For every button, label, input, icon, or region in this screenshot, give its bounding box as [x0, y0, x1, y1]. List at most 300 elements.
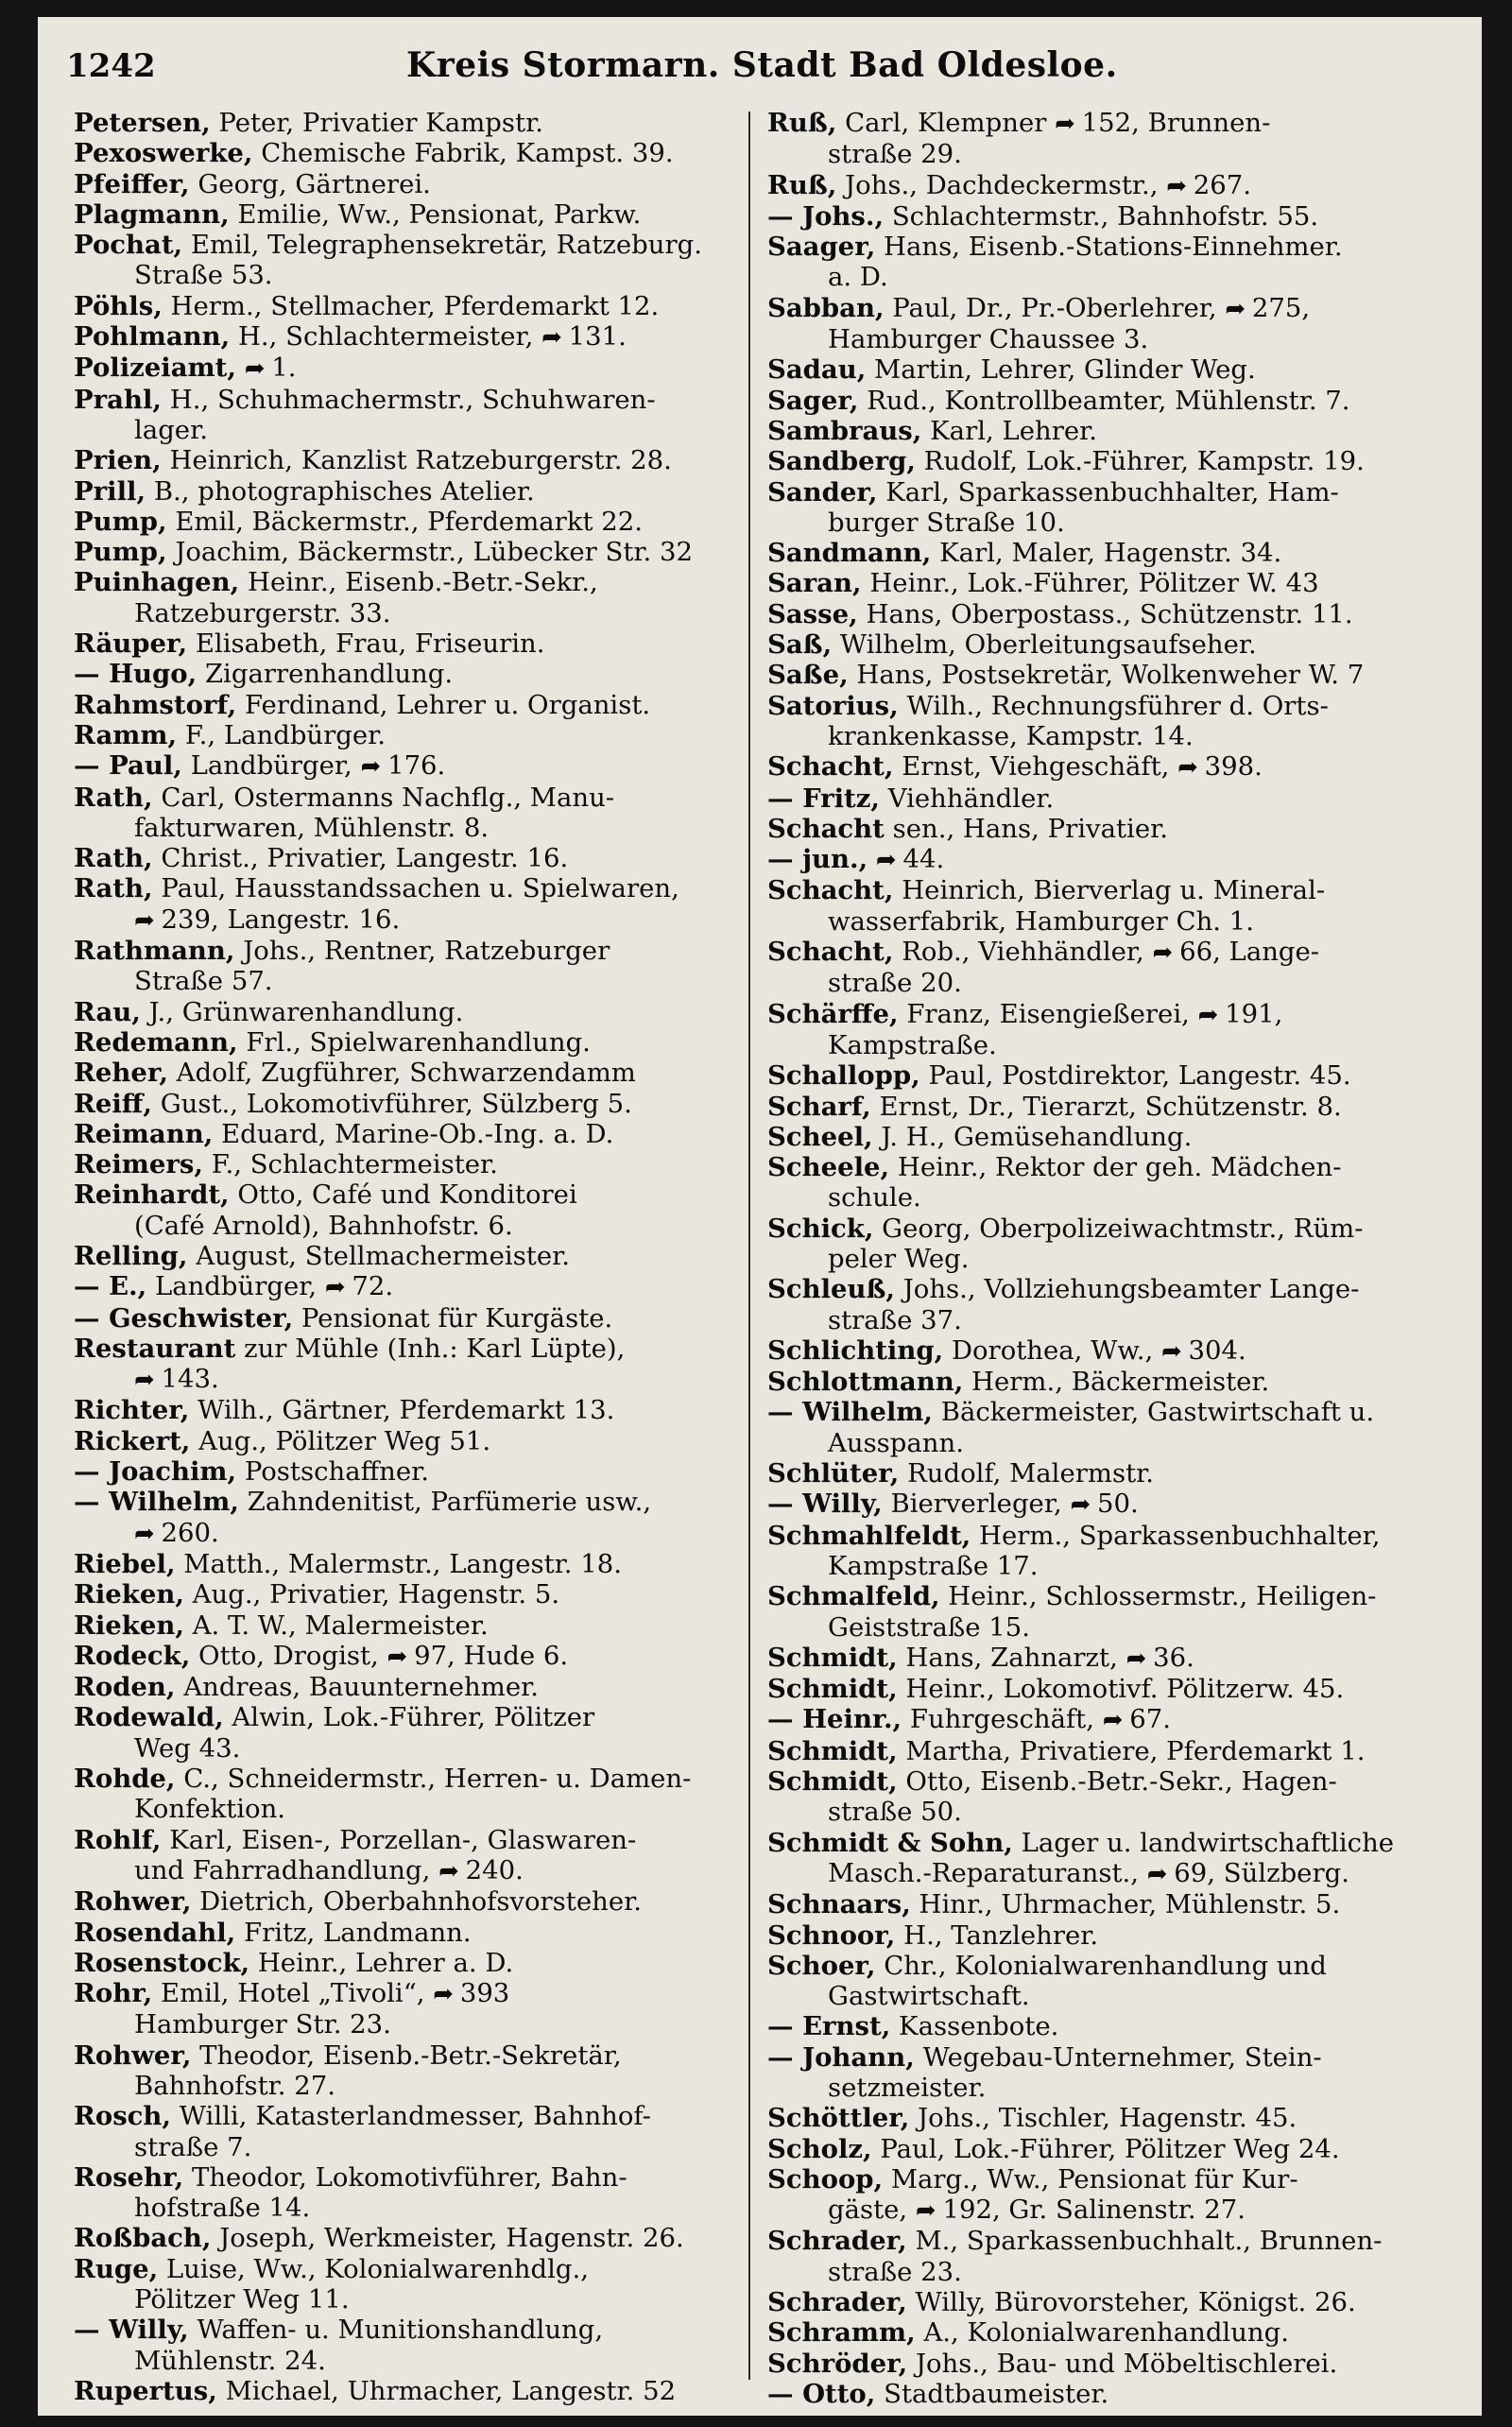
- entry-text: straße 37.: [828, 1304, 962, 1335]
- entry-text: Heinr., Eisenb.-Betr.-Sekr.,: [247, 567, 598, 598]
- entry-text: Kampstraße 17.: [828, 1550, 1039, 1581]
- entry-name: Sander,: [767, 476, 878, 508]
- entry-name: — jun.,: [767, 844, 868, 875]
- entry-continuation: [767, 1797, 1448, 1827]
- entry-name: Ruß,: [767, 169, 837, 200]
- entry-text: straße 29.: [828, 139, 962, 170]
- entry-name: — Willy,: [74, 2315, 189, 2346]
- directory-entry: [767, 2317, 1448, 2348]
- entry-name: Puinhagen,: [74, 567, 240, 598]
- directory-entry: [767, 1397, 1448, 1427]
- entry-text: Herm., Sparkassenbuchhalter,: [978, 1520, 1381, 1551]
- entry-name: Reimann,: [74, 1118, 214, 1149]
- phone-number: 1.: [263, 353, 297, 384]
- entry-text: Willy, Bürovorsteher, Königst. 26.: [915, 2287, 1356, 2318]
- phone-number: 69, Sülzberg.: [1165, 1857, 1349, 1888]
- entry-name: — Otto,: [767, 2378, 876, 2409]
- directory-entry: [767, 1828, 1448, 1858]
- entry-text: Landbürger,: [154, 1271, 325, 1302]
- entry-text: zur Mühle (Inh.: Karl Lüpte),: [244, 1333, 626, 1364]
- entry-text: Johs., Vollziehungsbeamter Lange-: [902, 1274, 1360, 1305]
- entry-name: Polizeiamt,: [74, 353, 236, 384]
- directory-entry: [767, 691, 1448, 721]
- entry-text: C., Schneidermstr., Herren- u. Damen-: [183, 1764, 692, 1795]
- entry-name: Rau,: [74, 996, 141, 1027]
- entry-text: Heinr., Schlossermstr., Heiligen-: [948, 1581, 1377, 1612]
- directory-entry: [74, 1179, 754, 1210]
- entry-text: Karl, Maler, Hagenstr. 34.: [939, 538, 1282, 569]
- directory-entry: [767, 937, 1448, 968]
- directory-entry: [74, 1549, 754, 1579]
- entry-text: Zigarrenhandlung.: [204, 659, 454, 690]
- entry-text: schule.: [828, 1182, 921, 1214]
- entry-name: Pohlmann,: [74, 321, 231, 353]
- entry-name: Schlüter,: [767, 1458, 900, 1489]
- entry-text: F., Landbürger.: [184, 719, 387, 750]
- telephone-hand-icon: ➦: [1055, 110, 1074, 138]
- entry-name: Schärffe,: [767, 998, 899, 1029]
- entry-text: Straße 53.: [134, 260, 273, 291]
- entry-continuation: [74, 1733, 754, 1764]
- entry-name: Rupertus,: [74, 2375, 217, 2406]
- directory-entry: [74, 353, 754, 384]
- entry-continuation: [767, 2257, 1448, 2287]
- entry-name: Rosch,: [74, 2101, 171, 2132]
- entry-text: gäste,: [828, 2195, 916, 2226]
- directory-entry: [767, 386, 1448, 416]
- entry-text: Matth., Malermstr., Langestr. 18.: [183, 1548, 622, 1579]
- directory-entry: [74, 108, 754, 138]
- left-column: [74, 108, 754, 2406]
- entry-continuation: [767, 968, 1448, 998]
- page-number: 1242: [66, 47, 156, 85]
- phone-number: 304.: [1179, 1334, 1246, 1366]
- telephone-hand-icon: ➦: [915, 2196, 935, 2226]
- entry-name: Schacht,: [767, 751, 894, 783]
- entry-name: Schacht,: [767, 875, 894, 906]
- entry-text: Landbürger,: [190, 750, 361, 782]
- directory-entry: [74, 567, 754, 597]
- phone-number: 72.: [343, 1271, 394, 1302]
- entry-text: Otto, Eisenb.-Betr.-Sekr., Hagen-: [905, 1766, 1337, 1798]
- entry-text: Hans, Eisenb.-Stations-Einnehmer.: [884, 232, 1343, 263]
- directory-entry: [767, 2103, 1448, 2133]
- entry-text: Karl, Sparkassenbuchhalter, Ham-: [885, 476, 1339, 508]
- entry-text: Straße 57.: [134, 966, 273, 997]
- entry-name: Scheele,: [767, 1152, 890, 1183]
- entry-name: Rieken,: [74, 1609, 184, 1641]
- telephone-hand-icon: ➦: [438, 1856, 457, 1885]
- entry-text: peler Weg.: [828, 1243, 970, 1274]
- entry-name: Schacht: [767, 813, 885, 844]
- entry-text: Ratzeburgerstr. 33.: [134, 597, 391, 628]
- entry-continuation: [767, 139, 1448, 169]
- entry-text: Otto, Drogist,: [198, 1640, 387, 1671]
- entry-name: Relling,: [74, 1240, 188, 1271]
- entry-text: Fuhrgeschäft,: [909, 1704, 1103, 1735]
- directory-entry: [74, 997, 754, 1027]
- entry-text: Johs., Rentner, Ratzeburger: [243, 936, 610, 967]
- entry-name: Räuper,: [74, 628, 188, 660]
- entry-name: Sadau,: [767, 354, 867, 386]
- entry-name: Schlottmann,: [767, 1367, 964, 1398]
- telephone-hand-icon: ➦: [1160, 1336, 1180, 1366]
- entry-text: Ausspann.: [828, 1427, 964, 1458]
- directory-entry: [767, 1674, 1448, 1704]
- entry-text: Herm., Stellmacher, Pferdemarkt 12.: [170, 290, 660, 321]
- entry-name: Schacht,: [767, 937, 894, 968]
- entry-text: Bäckermeister, Gastwirtschaft u.: [940, 1397, 1375, 1428]
- entry-text: Heinrich, Bierverlag u. Mineral-: [902, 875, 1326, 906]
- entry-text: Luise, Ww., Kolonialwarenhdlg.,: [165, 2253, 589, 2284]
- telephone-hand-icon: ➦: [1225, 294, 1245, 323]
- directory-entry: [74, 1886, 754, 1917]
- entry-text: Martin, Lehrer, Glinder Weg.: [874, 354, 1256, 386]
- entry-text: Wegebau-Unternehmer, Stein-: [922, 2041, 1322, 2073]
- entry-continuation: [767, 1612, 1448, 1643]
- entry-text: Eduard, Marine-Ob.-Ing. a. D.: [221, 1118, 614, 1149]
- entry-text: Schlachtermstr., Bahnhofstr. 55.: [891, 200, 1319, 232]
- entry-text: und Fahrradhandlung,: [134, 1854, 439, 1885]
- entry-text: Joachim, Bäckermstr., Lübecker Str. 32: [175, 537, 694, 568]
- directory-entry: [767, 2042, 1448, 2073]
- directory-entry: [74, 2101, 754, 2131]
- phone-number: 192, Gr. Salinenstr. 27.: [934, 2195, 1246, 2226]
- phone-number: 176.: [379, 750, 446, 782]
- phone-number: 267.: [1185, 169, 1251, 200]
- entry-text: krankenkasse, Kampstr. 14.: [828, 720, 1194, 751]
- directory-entry: [74, 1948, 754, 1978]
- directory-entry: [74, 1334, 754, 1364]
- entry-name: Schallopp,: [767, 1060, 920, 1092]
- telephone-hand-icon: ➦: [134, 905, 153, 935]
- directory-entry: [74, 843, 754, 873]
- entry-name: Schmalfeld,: [767, 1581, 940, 1612]
- entry-text: A. T. W., Malermeister.: [192, 1609, 489, 1641]
- phone-number: 398.: [1195, 751, 1263, 783]
- entry-text: Dietrich, Oberbahnhofsvorsteher.: [199, 1886, 642, 1918]
- directory-entry: [74, 138, 754, 168]
- entry-continuation: [74, 813, 754, 843]
- entry-name: Rodewald,: [74, 1702, 224, 1733]
- entry-name: — Paul,: [74, 750, 182, 782]
- entry-name: Rieken,: [74, 1579, 184, 1610]
- entry-name: Sabban,: [767, 292, 885, 323]
- entry-text: Hans, Zahnarzt,: [905, 1642, 1126, 1673]
- phone-number: 143.: [152, 1364, 219, 1395]
- entry-name: Richter,: [74, 1395, 190, 1426]
- entry-text: Rob., Viehhändler,: [902, 937, 1153, 968]
- directory-entry: [767, 446, 1448, 476]
- entry-name: Rath,: [74, 873, 153, 904]
- entry-name: Scholz,: [767, 2133, 872, 2164]
- entry-name: Prahl,: [74, 384, 163, 415]
- entry-name: — E.,: [74, 1271, 147, 1302]
- entry-name: Sager,: [767, 385, 859, 416]
- directory-entry: [767, 354, 1448, 385]
- entry-text: a. D.: [828, 262, 888, 293]
- entry-text: sen., Hans, Privatier.: [892, 813, 1168, 844]
- entry-text: Hinr., Uhrmacher, Mühlenstr. 5.: [919, 1889, 1341, 1920]
- directory-entry: [74, 2315, 754, 2345]
- entry-name: Schnoor,: [767, 1919, 896, 1951]
- entry-name: Schlichting,: [767, 1334, 944, 1366]
- entry-continuation: [74, 1364, 754, 1395]
- entry-name: Roden,: [74, 1672, 176, 1703]
- column-divider: [748, 112, 750, 2380]
- directory-entry: [767, 2134, 1448, 2164]
- entry-name: Rickert,: [74, 1425, 191, 1456]
- directory-entry: [74, 659, 754, 689]
- directory-entry: [74, 1918, 754, 1948]
- directory-entry: [74, 750, 754, 782]
- entry-text: Fritz, Landmann.: [243, 1917, 472, 1948]
- phone-number: 66, Lange-: [1171, 937, 1320, 968]
- entry-name: Pump,: [74, 537, 167, 568]
- entry-name: Saße,: [767, 660, 849, 691]
- entry-name: Reiff,: [74, 1088, 152, 1119]
- entry-text: Pensionat für Kurgäste.: [301, 1302, 613, 1334]
- entry-name: Prien,: [74, 445, 162, 476]
- entry-text: Ferdinand, Lehrer u. Organist.: [244, 689, 651, 720]
- entry-text: Lager u. landwirtschaftliche: [1021, 1827, 1395, 1858]
- entry-name: Schmidt,: [767, 1766, 898, 1798]
- entry-continuation: [74, 2284, 754, 2315]
- entry-name: Riebel,: [74, 1548, 176, 1579]
- entry-name: Sambraus,: [767, 415, 922, 446]
- entry-text: M., Sparkassenbuchhalt., Brunnen-: [915, 2226, 1383, 2257]
- phone-number: 131.: [559, 321, 627, 353]
- telephone-hand-icon: ➦: [134, 1366, 153, 1395]
- entry-name: Rath,: [74, 843, 153, 874]
- entry-text: Chr., Kolonialwarenhandlung und: [884, 1950, 1327, 1981]
- entry-name: — Wilhelm,: [767, 1397, 933, 1428]
- telephone-hand-icon: ➦: [541, 323, 560, 353]
- entry-name: Prill,: [74, 475, 146, 507]
- entry-name: Schoop,: [767, 2163, 884, 2195]
- entry-text: Weg 43.: [134, 1732, 241, 1764]
- directory-page: [38, 17, 1482, 2416]
- entry-continuation: [767, 721, 1448, 751]
- directory-entry: [74, 1149, 754, 1179]
- directory-entry: [767, 999, 1448, 1030]
- phone-number: 67.: [1121, 1704, 1172, 1735]
- entry-name: Pump,: [74, 506, 167, 537]
- directory-entry: [74, 1672, 754, 1702]
- entry-name: Rosehr,: [74, 2161, 184, 2193]
- entry-name: Sasse,: [767, 598, 858, 629]
- directory-entry: [767, 1643, 1448, 1674]
- entry-name: Rosendahl,: [74, 1917, 236, 1948]
- entry-continuation: [767, 1244, 1448, 1274]
- entry-text: Gust., Lokomotivführer, Sülzberg 5.: [160, 1088, 632, 1119]
- entry-name: — Joachim,: [74, 1456, 237, 1488]
- entry-name: — Fritz,: [767, 783, 880, 814]
- entry-text: Waffen- u. Munitionshandlung,: [197, 2315, 604, 2346]
- entry-name: Rahmstorf,: [74, 689, 237, 720]
- entry-name: Ruß,: [767, 108, 837, 138]
- entry-name: Reimers,: [74, 1149, 203, 1180]
- directory-entry: [74, 1456, 754, 1487]
- entry-text: Dorothea, Ww.,: [951, 1334, 1161, 1366]
- entry-name: — Johs.,: [767, 200, 885, 232]
- entry-text: Theodor, Eisenb.-Betr.-Sekretär,: [199, 2040, 622, 2071]
- entry-name: Scheel,: [767, 1121, 873, 1152]
- entry-continuation: [74, 598, 754, 628]
- telephone-hand-icon: ➦: [1102, 1706, 1122, 1735]
- entry-text: Johs., Bau- und Möbeltischlerei.: [915, 2348, 1338, 2379]
- entry-name: Pochat,: [74, 230, 183, 261]
- entry-name: — Johann,: [767, 2041, 915, 2073]
- directory-entry: [767, 2349, 1448, 2379]
- entry-text: setzmeister.: [828, 2073, 987, 2103]
- directory-entry: [74, 291, 754, 321]
- entry-text: August, Stellmachermeister.: [196, 1240, 570, 1271]
- directory-entry: [767, 1335, 1448, 1367]
- telephone-hand-icon: ➦: [1177, 753, 1196, 783]
- directory-entry: [74, 385, 754, 415]
- entry-name: — Heinr.,: [767, 1704, 902, 1735]
- telephone-hand-icon: ➦: [1197, 1000, 1217, 1029]
- entry-text: straße 23.: [828, 2256, 962, 2287]
- telephone-hand-icon: ➦: [433, 1980, 453, 2009]
- entry-name: Pexoswerke,: [74, 138, 253, 169]
- entry-name: Rosenstock,: [74, 1947, 250, 1978]
- entry-continuation: [767, 1981, 1448, 2011]
- entry-name: Roßbach,: [74, 2223, 212, 2254]
- entry-text: H., Schlachtermeister,: [237, 321, 542, 353]
- entry-text: Ernst, Dr., Tierarzt, Schützenstr. 8.: [879, 1091, 1342, 1122]
- phone-number: 191,: [1216, 998, 1283, 1029]
- phone-number: 97, Hude 6.: [405, 1640, 569, 1671]
- entry-name: — Ernst,: [767, 2011, 891, 2042]
- entry-text: Theodor, Lokomotivführer, Bahn-: [191, 2161, 627, 2193]
- directory-entry: [74, 507, 754, 537]
- entry-text: Stadtbaumeister.: [884, 2378, 1109, 2409]
- entry-text: Marg., Ww., Pensionat für Kur-: [890, 2163, 1298, 2195]
- directory-entry: [74, 1271, 754, 1302]
- entry-name: Saager,: [767, 232, 876, 263]
- directory-entry: [767, 2164, 1448, 2195]
- entry-name: — Hugo,: [74, 659, 198, 690]
- entry-continuation: [767, 262, 1448, 292]
- phone-number: 393: [452, 1978, 510, 2009]
- directory-entry: [767, 1060, 1448, 1091]
- right-column: [767, 108, 1448, 2409]
- directory-entry: [767, 875, 1448, 905]
- entry-continuation: [767, 1305, 1448, 1335]
- directory-entry: [767, 293, 1448, 324]
- entry-continuation: [767, 2195, 1448, 2226]
- entry-text: Karl, Eisen-, Porzellan-, Glaswaren-: [169, 1824, 637, 1855]
- entry-text: Frl., Spielwarenhandlung.: [246, 1026, 591, 1058]
- entry-name: Schmahlfeldt,: [767, 1520, 971, 1551]
- entry-name: Reinhardt,: [74, 1179, 230, 1211]
- directory-entry: [74, 2376, 754, 2406]
- entry-name: Restaurant: [74, 1333, 236, 1364]
- entry-text: burger Straße 10.: [828, 507, 1065, 538]
- entry-text: Wilhelm, Oberleitungsaufseher.: [839, 629, 1257, 661]
- directory-entry: [767, 629, 1448, 660]
- directory-entry: [74, 169, 754, 199]
- directory-entry: [767, 1367, 1448, 1397]
- entry-text: Emil, Hotel „Tivoli“,: [161, 1978, 434, 2009]
- directory-entry: [767, 2226, 1448, 2256]
- directory-entry: [767, 108, 1448, 139]
- directory-entry: [767, 814, 1448, 844]
- entry-text: Mühlenstr. 24.: [134, 2345, 326, 2376]
- directory-entry: [74, 1303, 754, 1334]
- entry-continuation: [74, 1518, 754, 1549]
- entry-text: Konfektion.: [134, 1794, 286, 1825]
- entry-name: Rodeck,: [74, 1640, 191, 1671]
- directory-entry: [767, 170, 1448, 201]
- entry-continuation: [767, 1551, 1448, 1581]
- entry-name: Redemann,: [74, 1026, 238, 1058]
- entry-text: J., Grünwarenhandlung.: [148, 996, 464, 1027]
- directory-entry: [74, 199, 754, 230]
- directory-entry: [74, 873, 754, 904]
- entry-text: H., Schuhmachermstr., Schuhwaren-: [169, 384, 656, 415]
- entry-name: Schick,: [767, 1213, 874, 1244]
- entry-text: Chemische Fabrik, Kampst. 39.: [261, 138, 674, 169]
- entry-text: Karl, Lehrer.: [930, 415, 1098, 446]
- directory-entry: [74, 1487, 754, 1517]
- entry-text: Paul, Dr., Pr.-Oberlehrer,: [892, 292, 1226, 323]
- directory-entry: [767, 1581, 1448, 1611]
- entry-text: Heinrich, Kanzlist Ratzeburgerstr. 28.: [169, 445, 672, 476]
- entry-text: hofstraße 14.: [134, 2193, 311, 2224]
- entry-continuation: [767, 2073, 1448, 2103]
- phone-number: 50.: [1089, 1489, 1139, 1520]
- directory-entry: [74, 1241, 754, 1271]
- entry-name: Rohwer,: [74, 2040, 192, 2071]
- entry-text: Rudolf, Lok.-Führer, Kampstr. 19.: [923, 446, 1365, 477]
- entry-name: Ramm,: [74, 719, 178, 750]
- entry-name: Schleuß,: [767, 1274, 896, 1305]
- entry-name: Petersen,: [74, 108, 211, 138]
- entry-name: Sandberg,: [767, 446, 916, 477]
- entry-name: Ruge,: [74, 2253, 159, 2284]
- directory-entry: [767, 1214, 1448, 1244]
- directory-entry: [74, 1579, 754, 1609]
- entry-text: B., photographisches Atelier.: [153, 475, 535, 507]
- entry-continuation: [74, 1211, 754, 1241]
- entry-name: — Willy,: [767, 1489, 883, 1520]
- directory-entry: [767, 1458, 1448, 1489]
- directory-entry: [767, 844, 1448, 875]
- entry-text: F., Schlachtermeister.: [211, 1149, 498, 1180]
- directory-entry: [767, 599, 1448, 629]
- directory-entry: [74, 1027, 754, 1058]
- entry-text: Aug., Pölitzer Weg 51.: [198, 1425, 491, 1456]
- directory-entry: [767, 2287, 1448, 2317]
- directory-entry: [767, 1274, 1448, 1304]
- telephone-hand-icon: ➦: [1166, 171, 1186, 200]
- entry-name: Pöhls,: [74, 290, 163, 321]
- entry-name: Rathmann,: [74, 936, 235, 967]
- entry-name: Schramm,: [767, 2317, 916, 2349]
- directory-entry: [74, 690, 754, 720]
- entry-name: Scharf,: [767, 1091, 871, 1122]
- directory-entry: [74, 1702, 754, 1732]
- entry-text: Hans, Oberpostass., Schützenstr. 11.: [866, 598, 1353, 629]
- entry-text: Bierverleger,: [890, 1489, 1071, 1520]
- entry-continuation: [74, 2346, 754, 2376]
- entry-name: Schmidt,: [767, 1674, 898, 1705]
- telephone-hand-icon: ➦: [1152, 938, 1172, 968]
- directory-entry: [767, 2379, 1448, 2409]
